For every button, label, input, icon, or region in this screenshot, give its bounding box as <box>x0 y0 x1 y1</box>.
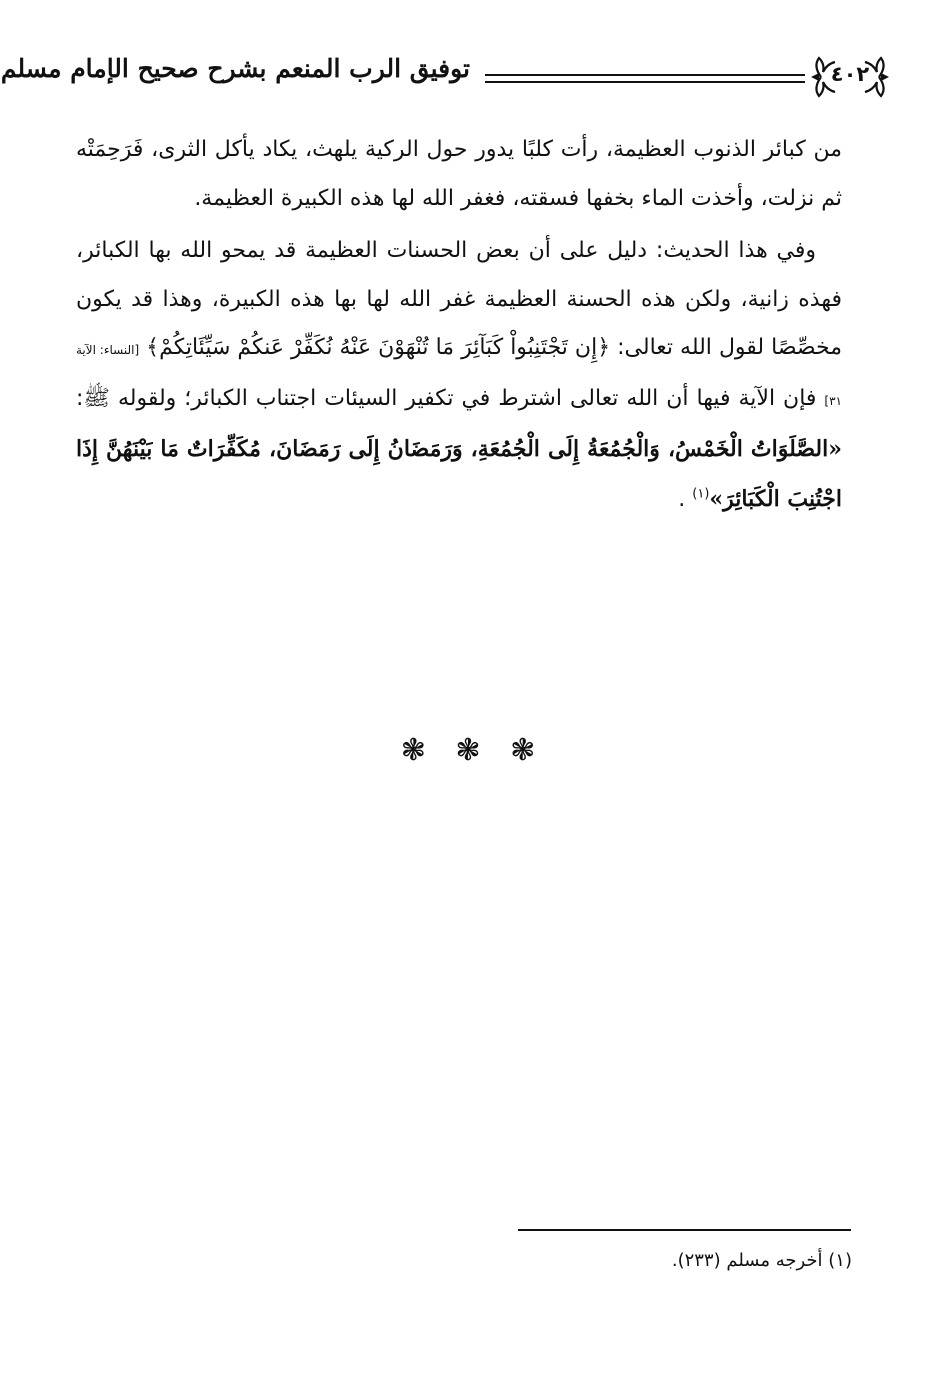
header-rule-top <box>485 74 805 76</box>
footnote: (١) أخرجه مسلم (٢٣٣). <box>671 1250 852 1271</box>
quran-verse: ﴿إِن تَجْتَنِبُواْ كَبَآئِرَ مَا تُنْهَوْنَ عَنْهُ نُكَفِّرْ عَنكُمْ سَيِّئَاتِكُمْ﴾ <box>146 335 611 360</box>
paragraph-1: من كبائر الذنوب العظيمة، رأت كلبًا يدور حول الركية يلهث، يكاد يأكل الثرى، فَرَحِمَتْه ثم نزلت، وأخذت الماء بخفها فسقته، فغفر الله لها هذه الكبيرة العظيمة. <box>76 137 842 211</box>
hadith-quote: «الصَّلَوَاتُ الْخَمْسُ، وَالْجُمُعَةُ إِلَى الْجُمُعَةِ، وَرَمَضَانُ إِلَى رَمَضَانَ، مُكَفِّرَاتٌ مَا بَيْنَهُنَّ إِذَا اجْتُنِبَ الْكَبَائِرَ» <box>76 436 842 512</box>
main-text <box>76 126 842 524</box>
paragraph-2-middle: فإن الآية فيها أن الله تعالى اشترط في تكفير السيئات اجتناب الكبائر؛ ولقوله ﷺ: <box>76 385 825 411</box>
paragraph-2 <box>76 227 842 524</box>
page-number-ornament <box>807 52 893 102</box>
running-header <box>0 52 870 108</box>
end-punctuation: . <box>678 486 686 512</box>
paragraph-2-intro: وفي هذا الحديث: دليل على أن بعض الحسنات العظيمة قد يمحو الله بها الكبائر، فهذه زانية، ولكن هذه الحسنة العظيمة غفر الله لها بها هذه الكبيرة، وهذا قد يكون مخصِّصًا لقول الله تعالى: <box>76 238 842 360</box>
quran-reference: [النساء: الآية ٣١] <box>76 343 842 408</box>
header-rule-bottom <box>485 81 805 83</box>
footnote-rule <box>518 1229 851 1231</box>
book-title: توفيق الرب المنعم بشرح صحيح الإمام مسلم <box>0 54 470 83</box>
page-number: ٤٠٢ <box>830 62 870 86</box>
footnote-marker: (١) <box>692 486 710 502</box>
section-separator: ❃ ❃ ❃ <box>400 733 546 768</box>
